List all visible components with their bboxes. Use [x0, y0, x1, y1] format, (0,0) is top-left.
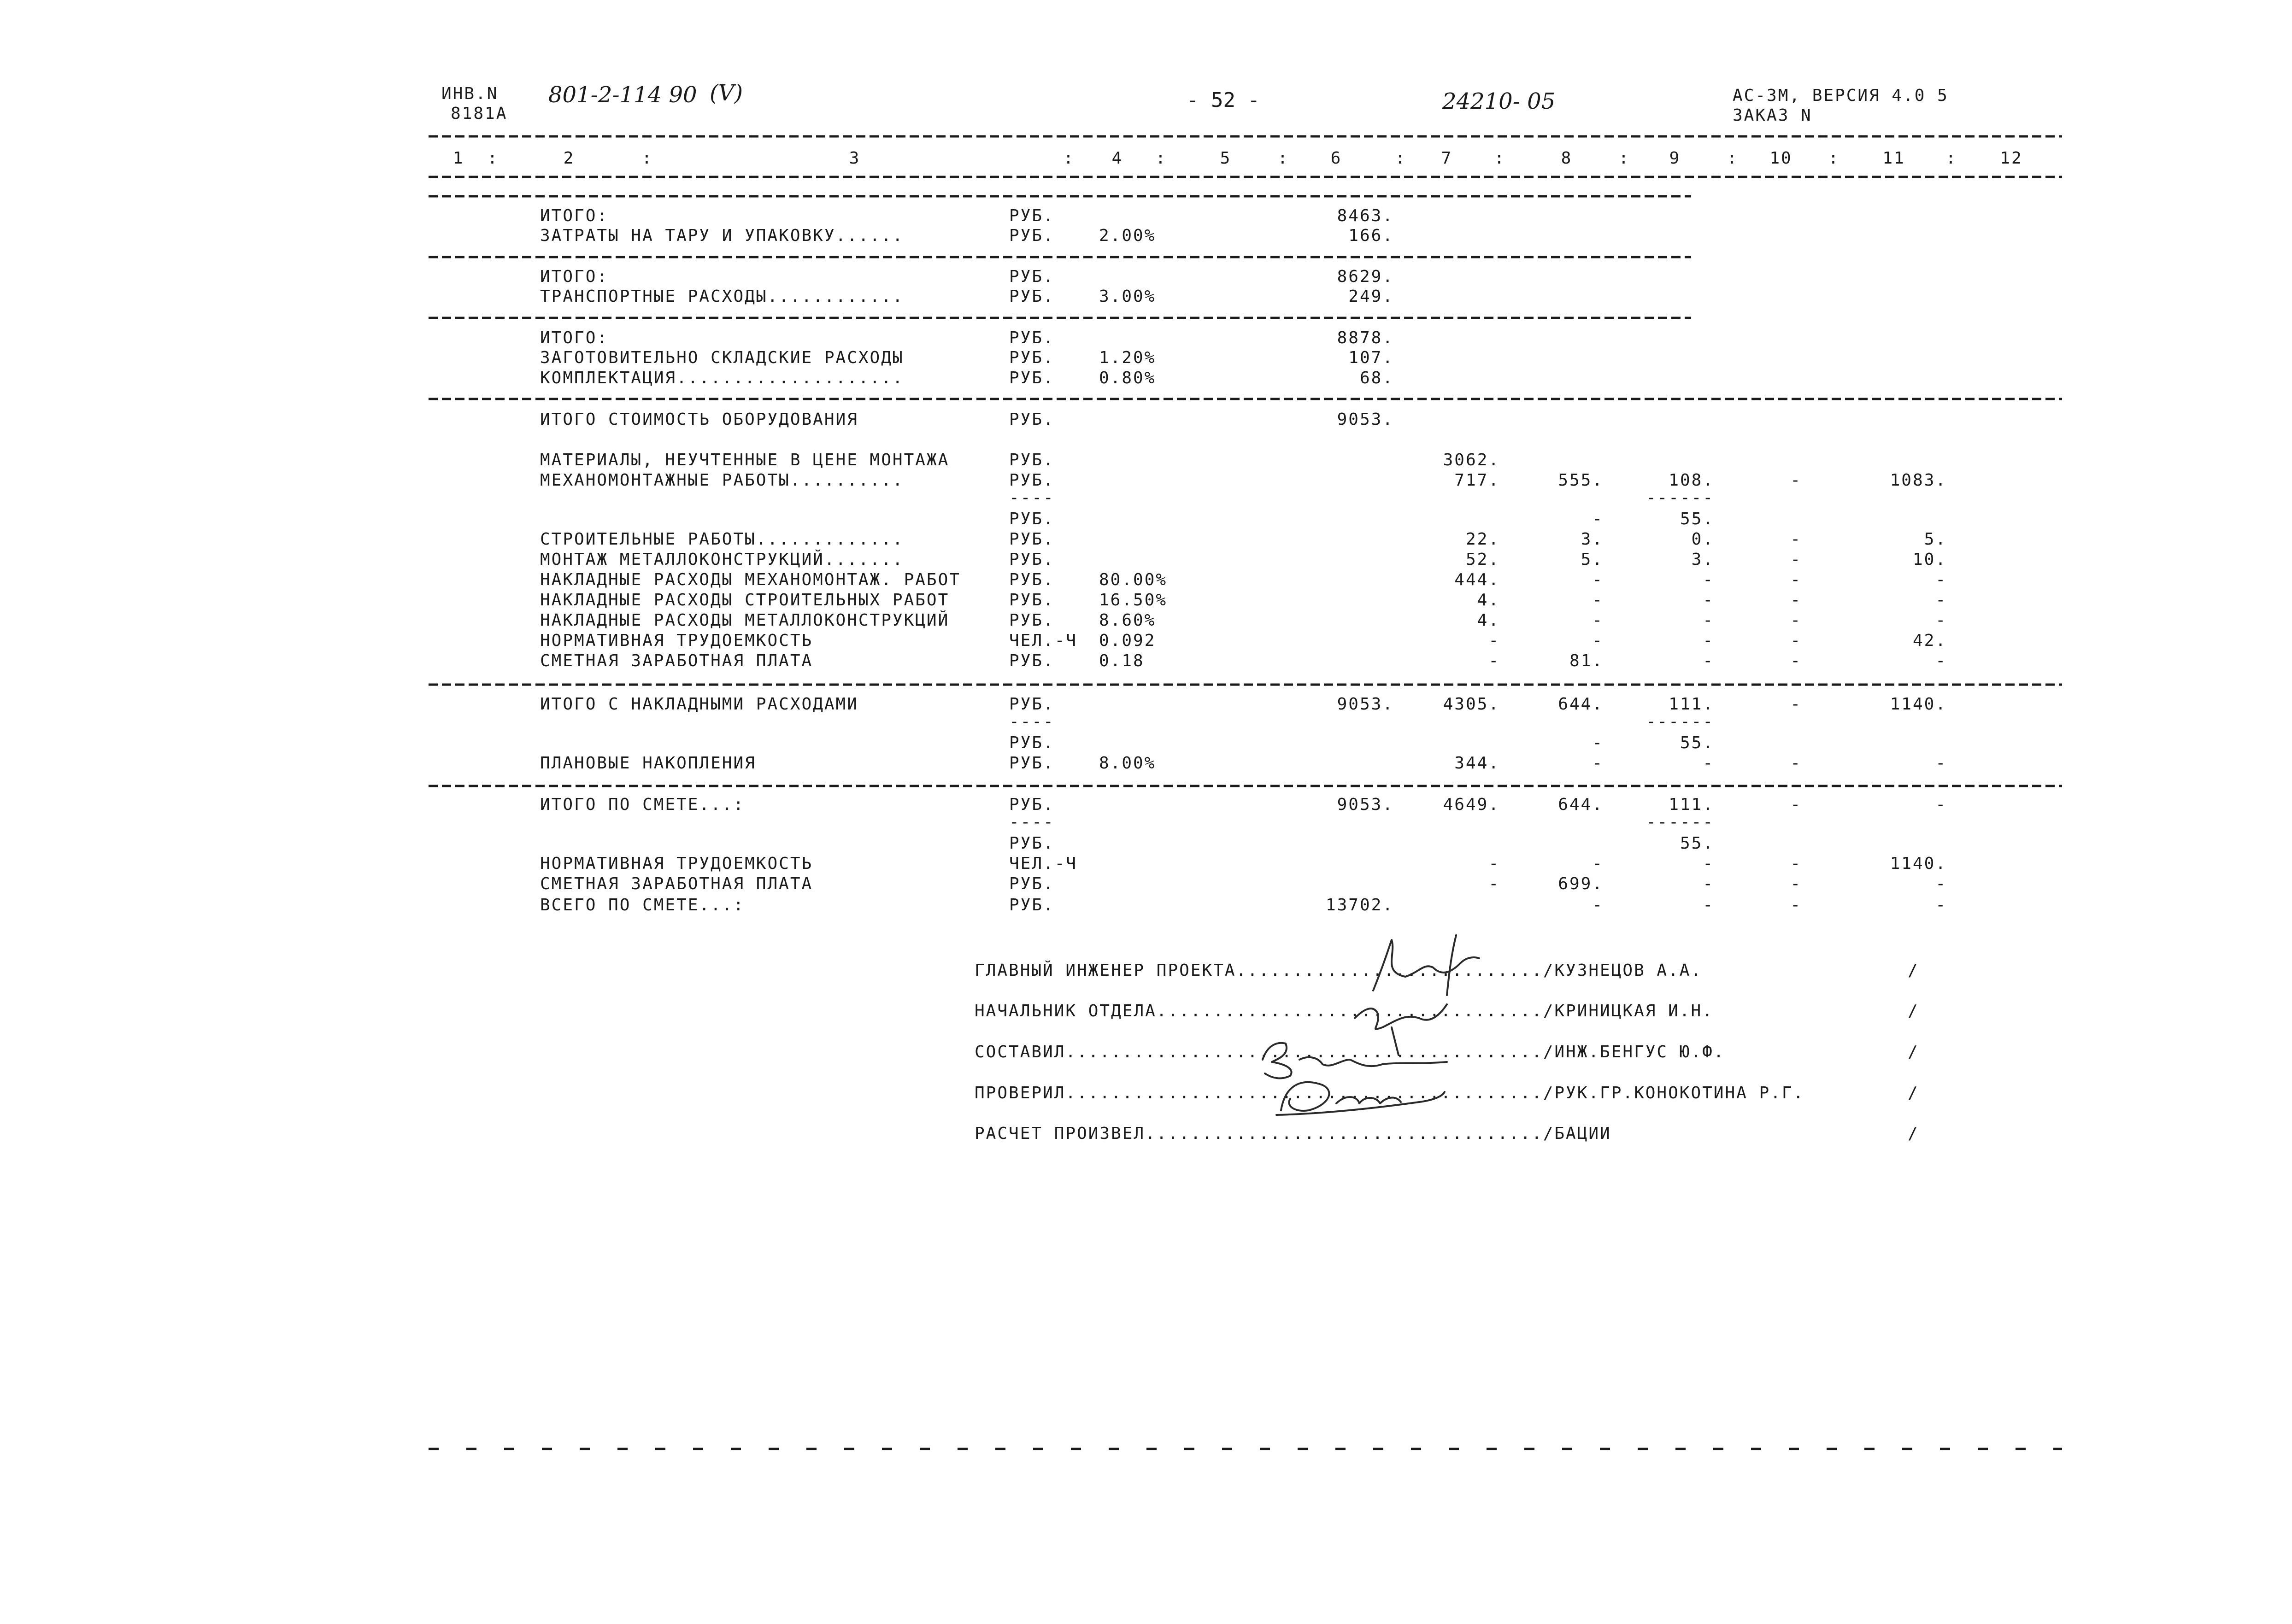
cell-col-9: 108. [1669, 471, 1714, 490]
cell-col-9: - [1703, 874, 1714, 893]
column-number: 7 [1441, 149, 1453, 168]
row-unit: РУБ. [1009, 874, 1055, 893]
cell-col-9: 55. [1680, 834, 1714, 853]
inventory-number: 8181А [451, 104, 508, 123]
cell-col-10: - [1790, 471, 1802, 490]
column-separator: : [1277, 149, 1289, 168]
cell-col-9: 111. [1669, 795, 1714, 814]
row-unit: РУБ. [1009, 471, 1055, 490]
signature-role: НАЧАЛЬНИК ОТДЕЛА................................../КРИНИЦКАЯ И.Н. [975, 1002, 1714, 1020]
cell-col-7: 4305. [1443, 695, 1500, 714]
cell-col-10: - [1790, 695, 1802, 714]
cell-col-11: 42. [1912, 631, 1947, 650]
column-separator: : [1945, 149, 1957, 168]
cell-col-7: 344. [1454, 754, 1500, 773]
signature-line [975, 961, 1919, 980]
signature-line [975, 1124, 1919, 1143]
signature-end-mark: / [1908, 1124, 1919, 1143]
cell-col-7: 444. [1454, 570, 1500, 589]
cell-col-6: 9053. [1337, 410, 1394, 429]
cell-col-6: 249. [1348, 287, 1394, 306]
volume-number: (V) [710, 80, 743, 106]
table-row [1009, 510, 1714, 528]
row-unit: РУБ. [1009, 896, 1055, 915]
cell-col-10: - [1790, 795, 1802, 814]
cell-col-7: 3062. [1443, 451, 1500, 469]
row-label: МОНТАЖ МЕТАЛЛОКОНСТРУКЦИЙ....... [540, 550, 904, 569]
estimate-table [540, 206, 1947, 915]
cell-col-11: 5. [1924, 530, 1947, 549]
table-row [1009, 834, 1714, 853]
row-label: НАКЛАДНЫЕ РАСХОДЫ МЕХАНОМОНТАЖ. РАБОТ [540, 570, 961, 589]
row-unit: РУБ. [1009, 287, 1055, 306]
cell-col-7: 717. [1454, 471, 1500, 490]
row-label: ЗАТРАТЫ НА ТАРУ И УПАКОВКУ...... [540, 226, 904, 245]
cell-col-8: - [1592, 733, 1604, 752]
cell-col-9: - [1703, 631, 1714, 650]
row-rate: 16.50% [1099, 591, 1168, 610]
row-rate: 0.80% [1099, 369, 1156, 387]
cell-col-10: - [1790, 651, 1802, 670]
cell-col-11: - [1935, 754, 1947, 773]
table-row [540, 328, 1394, 347]
row-label: КОМПЛЕКТАЦИЯ.................... [540, 369, 904, 387]
row-unit: РУБ. [1009, 267, 1055, 286]
cell-col-9: - [1703, 570, 1714, 589]
cell-col-6: 8463. [1337, 206, 1394, 225]
row-label: МАТЕРИАЛЫ, НЕУЧТЕННЫЕ В ЦЕНЕ МОНТАЖА [540, 451, 950, 469]
column-separator: : [1618, 149, 1630, 168]
cell-col-9: - [1703, 611, 1714, 630]
cell-col-9: 3. [1691, 550, 1714, 569]
cell-col-11: - [1935, 591, 1947, 610]
row-label: СМЕТНАЯ ЗАРАБОТНАЯ ПЛАТА [540, 651, 813, 670]
row-unit: ЧЕЛ.-Ч [1009, 854, 1078, 873]
cell-col-11: - [1935, 570, 1947, 589]
row-unit: РУБ. [1009, 570, 1055, 589]
cell-col-7: - [1488, 631, 1500, 650]
row-rate: 2.00% [1099, 226, 1156, 245]
row-unit: ЧЕЛ.-Ч [1009, 631, 1078, 650]
cell-col-8: - [1592, 570, 1604, 589]
table-row [540, 795, 1947, 814]
cell-col-8: - [1592, 611, 1604, 630]
column-number: 2 [563, 149, 575, 168]
cell-col-8: - [1592, 896, 1604, 915]
table-row [540, 754, 1947, 773]
cell-col-11: 1140. [1890, 695, 1947, 714]
cell-col-11: - [1935, 651, 1947, 670]
cell-col-9: - [1703, 754, 1714, 773]
inventory-label: ИНВ.N [441, 84, 499, 103]
signature-end-mark: / [1908, 1002, 1919, 1020]
row-label: НОРМАТИВНАЯ ТРУДОЕМКОСТЬ [540, 854, 813, 873]
cell-col-8: 644. [1558, 695, 1604, 714]
table-row [540, 570, 1947, 589]
row-unit: РУБ. [1009, 369, 1055, 387]
cell-col-11: - [1935, 874, 1947, 893]
column-separator: : [1155, 149, 1167, 168]
table-row [1009, 813, 1714, 832]
cell-col-9: ------ [1646, 813, 1714, 832]
cell-col-10: - [1790, 896, 1802, 915]
table-row [540, 267, 1394, 286]
column-separator: : [641, 149, 653, 168]
cell-col-8: - [1592, 631, 1604, 650]
column-number: 4 [1111, 149, 1123, 168]
cell-col-9: ------ [1646, 712, 1714, 731]
table-row [540, 695, 1947, 714]
row-label: СМЕТНАЯ ЗАРАБОТНАЯ ПЛАТА [540, 874, 813, 893]
signature-role: ГЛАВНЫЙ ИНЖЕНЕР ПРОЕКТА.........................../КУЗНЕЦОВ А.А. [975, 961, 1703, 980]
row-rate: 80.00% [1099, 570, 1168, 589]
cell-col-8: - [1592, 591, 1604, 610]
signature-line [975, 1084, 1919, 1102]
table-row [1009, 488, 1714, 507]
cell-col-8: 699. [1558, 874, 1604, 893]
table-row [540, 226, 1394, 245]
signature-role: РАСЧЕТ ПРОИЗВЕЛ.................................../БАЦИИ [975, 1124, 1611, 1143]
cell-col-11: 1083. [1890, 471, 1947, 490]
row-label: ИТОГО: [540, 328, 609, 347]
cell-col-8: 3. [1581, 530, 1604, 549]
cell-col-10: - [1790, 854, 1802, 873]
row-label: ТРАНСПОРТНЫЕ РАСХОДЫ............ [540, 287, 904, 306]
table-row [540, 471, 1947, 490]
row-label: ИТОГО С НАКЛАДНЫМИ РАСХОДАМИ [540, 695, 858, 714]
cell-col-7: 4649. [1443, 795, 1500, 814]
cell-col-6: 107. [1348, 348, 1394, 367]
row-unit: РУБ. [1009, 348, 1055, 367]
row-unit: РУБ. [1009, 206, 1055, 225]
cell-col-9: ------ [1646, 488, 1714, 507]
cell-col-8: 5. [1581, 550, 1604, 569]
cell-col-10: - [1790, 611, 1802, 630]
cell-col-9: 55. [1680, 510, 1714, 528]
column-number: 12 [2000, 149, 2023, 168]
cell-col-6: 13702. [1325, 896, 1394, 915]
row-label: ЗАГОТОВИТЕЛЬНО СКЛАДСКИЕ РАСХОДЫ [540, 348, 904, 367]
row-label: МЕХАНОМОНТАЖНЫЕ РАБОТЫ.......... [540, 471, 904, 490]
cell-col-11: - [1935, 611, 1947, 630]
table-row [540, 206, 1394, 225]
signature-end-mark: / [1908, 1084, 1919, 1102]
table-row [540, 530, 1947, 549]
row-unit: РУБ. [1009, 328, 1055, 347]
order-label: ЗАКАЗ N [1733, 106, 1812, 125]
cell-col-6: 8878. [1337, 328, 1394, 347]
row-label: ВСЕГО ПО СМЕТЕ...: [540, 896, 745, 915]
row-label: ИТОГО: [540, 206, 609, 225]
cell-col-11: 10. [1912, 550, 1947, 569]
cell-col-10: - [1790, 874, 1802, 893]
signature-end-mark: / [1908, 1043, 1919, 1061]
column-separator: : [1727, 149, 1739, 168]
table-row [540, 610, 1947, 630]
column-number: 5 [1220, 149, 1232, 168]
signature-role: СОСТАВИЛ........................................../ИНЖ.БЕНГУС Ю.Ф. [975, 1043, 1725, 1061]
column-number: 1 [453, 149, 464, 168]
row-label: ИТОГО ПО СМЕТЕ...: [540, 795, 745, 814]
table-row [540, 550, 1947, 569]
cell-col-8: 81. [1569, 651, 1604, 670]
cell-col-8: - [1592, 510, 1604, 528]
row-rate: 1.20% [1099, 348, 1156, 367]
table-row [540, 369, 1394, 387]
column-header-row [453, 149, 2023, 168]
column-number: 9 [1669, 149, 1681, 168]
cell-col-7: - [1488, 874, 1500, 893]
cell-col-11: - [1935, 795, 1947, 814]
cell-col-9: 0. [1691, 530, 1714, 549]
column-separator: : [1828, 149, 1840, 168]
cell-col-8: 644. [1558, 795, 1604, 814]
row-rate: 8.00% [1099, 754, 1156, 773]
cell-col-9: - [1703, 651, 1714, 670]
row-label: НОРМАТИВНАЯ ТРУДОЕМКОСТЬ [540, 631, 813, 650]
cell-col-11: - [1935, 896, 1947, 915]
page-header [441, 80, 1949, 125]
row-unit: РУБ. [1009, 611, 1055, 630]
cell-col-6: 9053. [1337, 695, 1394, 714]
cell-col-9: - [1703, 854, 1714, 873]
cell-col-10: - [1790, 631, 1802, 650]
table-row [1009, 733, 1714, 752]
row-label: СТРОИТЕЛЬНЫЕ РАБОТЫ............. [540, 530, 904, 549]
column-separator: : [487, 149, 499, 168]
row-rate: 0.092 [1099, 631, 1156, 650]
table-row [540, 451, 1500, 469]
cell-col-10: - [1790, 591, 1802, 610]
signature-role: ПРОВЕРИЛ........................................../РУК.ГР.КОНОКОТИНА Р.Г. [975, 1084, 1805, 1102]
table-row [540, 591, 1947, 610]
row-unit: РУБ. [1009, 510, 1055, 528]
cell-col-9: - [1703, 896, 1714, 915]
row-rate: 0.18 [1099, 651, 1145, 670]
cell-col-7: 4. [1477, 591, 1500, 610]
project-code: 24210- 05 [1442, 88, 1556, 114]
cell-col-11: 1140. [1890, 854, 1947, 873]
table-row [1009, 712, 1714, 731]
row-unit: РУБ. [1009, 795, 1055, 814]
cell-col-7: - [1488, 854, 1500, 873]
row-unit: ---- [1009, 813, 1055, 832]
table-row [540, 287, 1394, 306]
table-row [540, 874, 1947, 893]
row-rate: 8.60% [1099, 611, 1156, 630]
column-separator: : [1395, 149, 1407, 168]
cell-col-8: 555. [1558, 471, 1604, 490]
row-unit: РУБ. [1009, 733, 1055, 752]
cell-col-7: 22. [1465, 530, 1500, 549]
column-number: 3 [849, 149, 861, 168]
row-rate: 3.00% [1099, 287, 1156, 306]
cell-col-9: - [1703, 591, 1714, 610]
cell-col-9: 111. [1669, 695, 1714, 714]
row-label: ИТОГО СТОИМОСТЬ ОБОРУДОВАНИЯ [540, 410, 858, 429]
cell-col-10: - [1790, 570, 1802, 589]
row-unit: РУБ. [1009, 834, 1055, 853]
row-unit: РУБ. [1009, 226, 1055, 245]
column-number: 6 [1330, 149, 1342, 168]
signature-line [975, 1043, 1919, 1061]
row-unit: РУБ. [1009, 451, 1055, 469]
cell-col-6: 9053. [1337, 795, 1394, 814]
cell-col-8: - [1592, 854, 1604, 873]
column-separator: : [1063, 149, 1075, 168]
table-row [540, 631, 1947, 650]
cell-col-7: 52. [1465, 550, 1500, 569]
row-label: НАКЛАДНЫЕ РАСХОДЫ СТРОИТЕЛЬНЫХ РАБОТ [540, 591, 950, 610]
cell-col-7: - [1488, 651, 1500, 670]
cell-col-10: - [1790, 530, 1802, 549]
row-unit: РУБ. [1009, 550, 1055, 569]
row-label: ПЛАНОВЫЕ НАКОПЛЕНИЯ [540, 754, 756, 773]
page-number: - 52 - [1187, 88, 1260, 112]
row-label: ИТОГО: [540, 267, 609, 286]
cell-col-6: 8629. [1337, 267, 1394, 286]
cell-col-10: - [1790, 754, 1802, 773]
cell-col-8: - [1592, 754, 1604, 773]
table-row [540, 896, 1947, 915]
cell-col-6: 68. [1359, 369, 1394, 387]
cell-col-9: 55. [1680, 733, 1714, 752]
row-unit: ---- [1009, 712, 1055, 731]
row-unit: ---- [1009, 488, 1055, 507]
column-separator: : [1494, 149, 1506, 168]
row-unit: РУБ. [1009, 410, 1055, 429]
row-unit: РУБ. [1009, 591, 1055, 610]
series-number: 801-2-114 90 [548, 82, 697, 108]
row-unit: РУБ. [1009, 695, 1055, 714]
column-number: 10 [1769, 149, 1792, 168]
row-unit: РУБ. [1009, 754, 1055, 773]
table-row [540, 651, 1947, 670]
row-label: НАКЛАДНЫЕ РАСХОДЫ МЕТАЛЛОКОНСТРУКЦИЙ [540, 611, 950, 630]
row-unit: РУБ. [1009, 530, 1055, 549]
cell-col-10: - [1790, 550, 1802, 569]
table-row [540, 348, 1394, 367]
program-version: АС-3М, ВЕРСИЯ 4.0 5 [1733, 86, 1949, 105]
table-row [540, 854, 1947, 873]
signature-end-mark: / [1908, 961, 1919, 980]
column-number: 8 [1561, 149, 1573, 168]
row-unit: РУБ. [1009, 651, 1055, 670]
cell-col-7: 4. [1477, 611, 1500, 630]
table-row [540, 410, 1394, 429]
cell-col-6: 166. [1348, 226, 1394, 245]
column-number: 11 [1882, 149, 1905, 168]
